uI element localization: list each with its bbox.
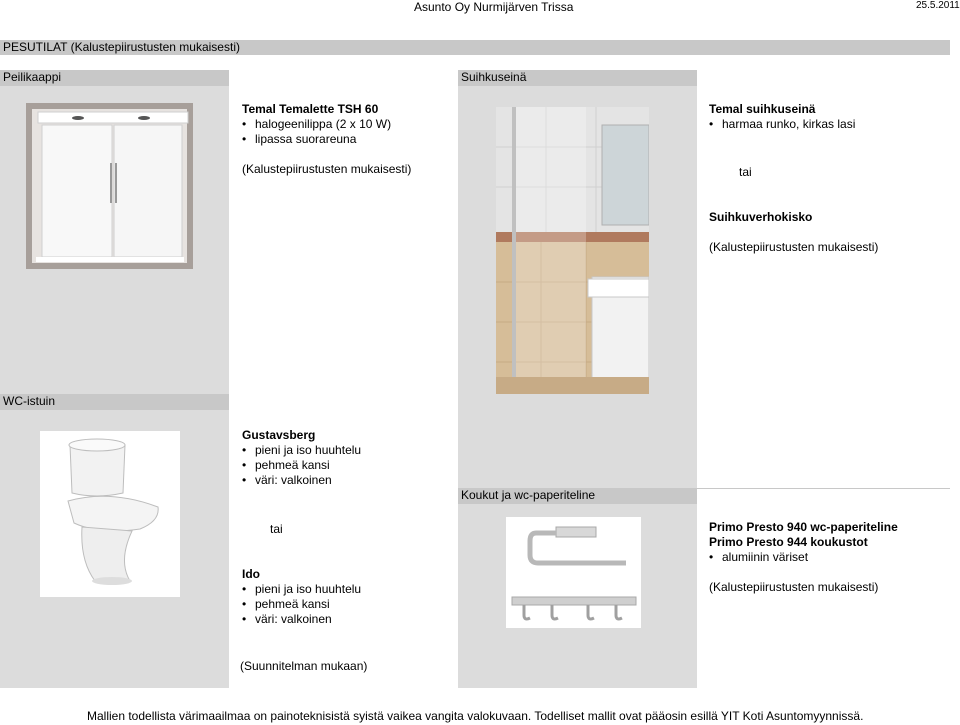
peilikaappi-label: Peilikaappi (0, 70, 229, 86)
footer-disclaimer: Mallien todellista värimaailmaa on painoteknisistä syistä vaikea vangita valokuvaan. Todelliset mallit ovat pääosin esillä YIT Koti Asuntomyynnissä. (87, 709, 864, 723)
wc-text-1 (242, 428, 361, 488)
accessories-illustration (506, 517, 641, 628)
wc-bullet: • väri: valkoinen (242, 473, 361, 488)
peilikaappi-product: Temal Temalette TSH 60 (242, 102, 379, 116)
header-date: 25.5.2011 (916, 0, 960, 11)
wc-bullet: • pieni ja iso huuhtelu (242, 582, 361, 597)
suihkuseina-alt-product: Suihkuverhokisko (709, 210, 813, 224)
wc-bullet: • pehmeä kansi (242, 458, 361, 473)
mirror-cabinet-image (26, 103, 193, 269)
wc-bullet: • pieni ja iso huuhtelu (242, 443, 361, 458)
wc-bullets-2 (242, 582, 361, 627)
peilikaappi-bullet: • lipassa suorareuna (242, 132, 411, 147)
suihkuseina-note: (Kalustepiirustusten mukaisesti) (709, 240, 879, 254)
mirror-cabinet-illustration (26, 103, 193, 269)
suihkuseina-label: Suihkuseinä (458, 70, 697, 86)
suihkuseina-bullets (709, 117, 855, 132)
suihkuseina-bullet: • harmaa runko, kirkas lasi (709, 117, 855, 132)
wc-note: (Suunnitelman mukaan) (240, 659, 368, 673)
wc-bullets-1 (242, 443, 361, 488)
accessories-image (506, 517, 641, 628)
koukut-bullet: • alumiinin väriset (709, 550, 898, 565)
toilet-illustration (40, 431, 180, 597)
wc-text-2 (242, 567, 361, 627)
peilikaappi-text (242, 102, 411, 177)
suihkuseina-product: Temal suihkuseinä (709, 102, 816, 116)
shower-wall-illustration (496, 107, 649, 394)
koukut-text (709, 520, 898, 595)
peilikaappi-note: (Kalustepiirustusten mukaisesti) (242, 162, 412, 176)
peilikaappi-bullets (242, 117, 411, 147)
wc-product-2: Ido (242, 567, 260, 581)
wc-bullet: • pehmeä kansi (242, 597, 361, 612)
wc-label: WC-istuin (0, 394, 229, 410)
wc-product-1: Gustavsberg (242, 428, 316, 442)
wc-bullet: • väri: valkoinen (242, 612, 361, 627)
suihkuseina-or: tai (739, 165, 752, 179)
koukut-label: Koukut ja wc-paperiteline (458, 488, 697, 504)
koukut-product-1: Primo Presto 940 wc-paperiteline (709, 520, 898, 534)
suihkuseina-text (709, 102, 855, 132)
koukut-product-2: Primo Presto 944 koukustot (709, 535, 868, 549)
koukut-bullets (709, 550, 898, 565)
peilikaappi-bullet: • halogeenilippa (2 x 10 W) (242, 117, 411, 132)
shower-wall-image (496, 107, 649, 394)
toilet-image (40, 431, 180, 597)
project-name: Asunto Oy Nurmijärven Trissa (414, 0, 574, 14)
wc-or: tai (270, 522, 283, 536)
koukut-note: (Kalustepiirustusten mukaisesti) (709, 580, 879, 594)
koukut-label-rule (697, 488, 950, 489)
section-title: PESUTILAT (Kalustepiirustusten mukaisesti) (0, 40, 950, 55)
